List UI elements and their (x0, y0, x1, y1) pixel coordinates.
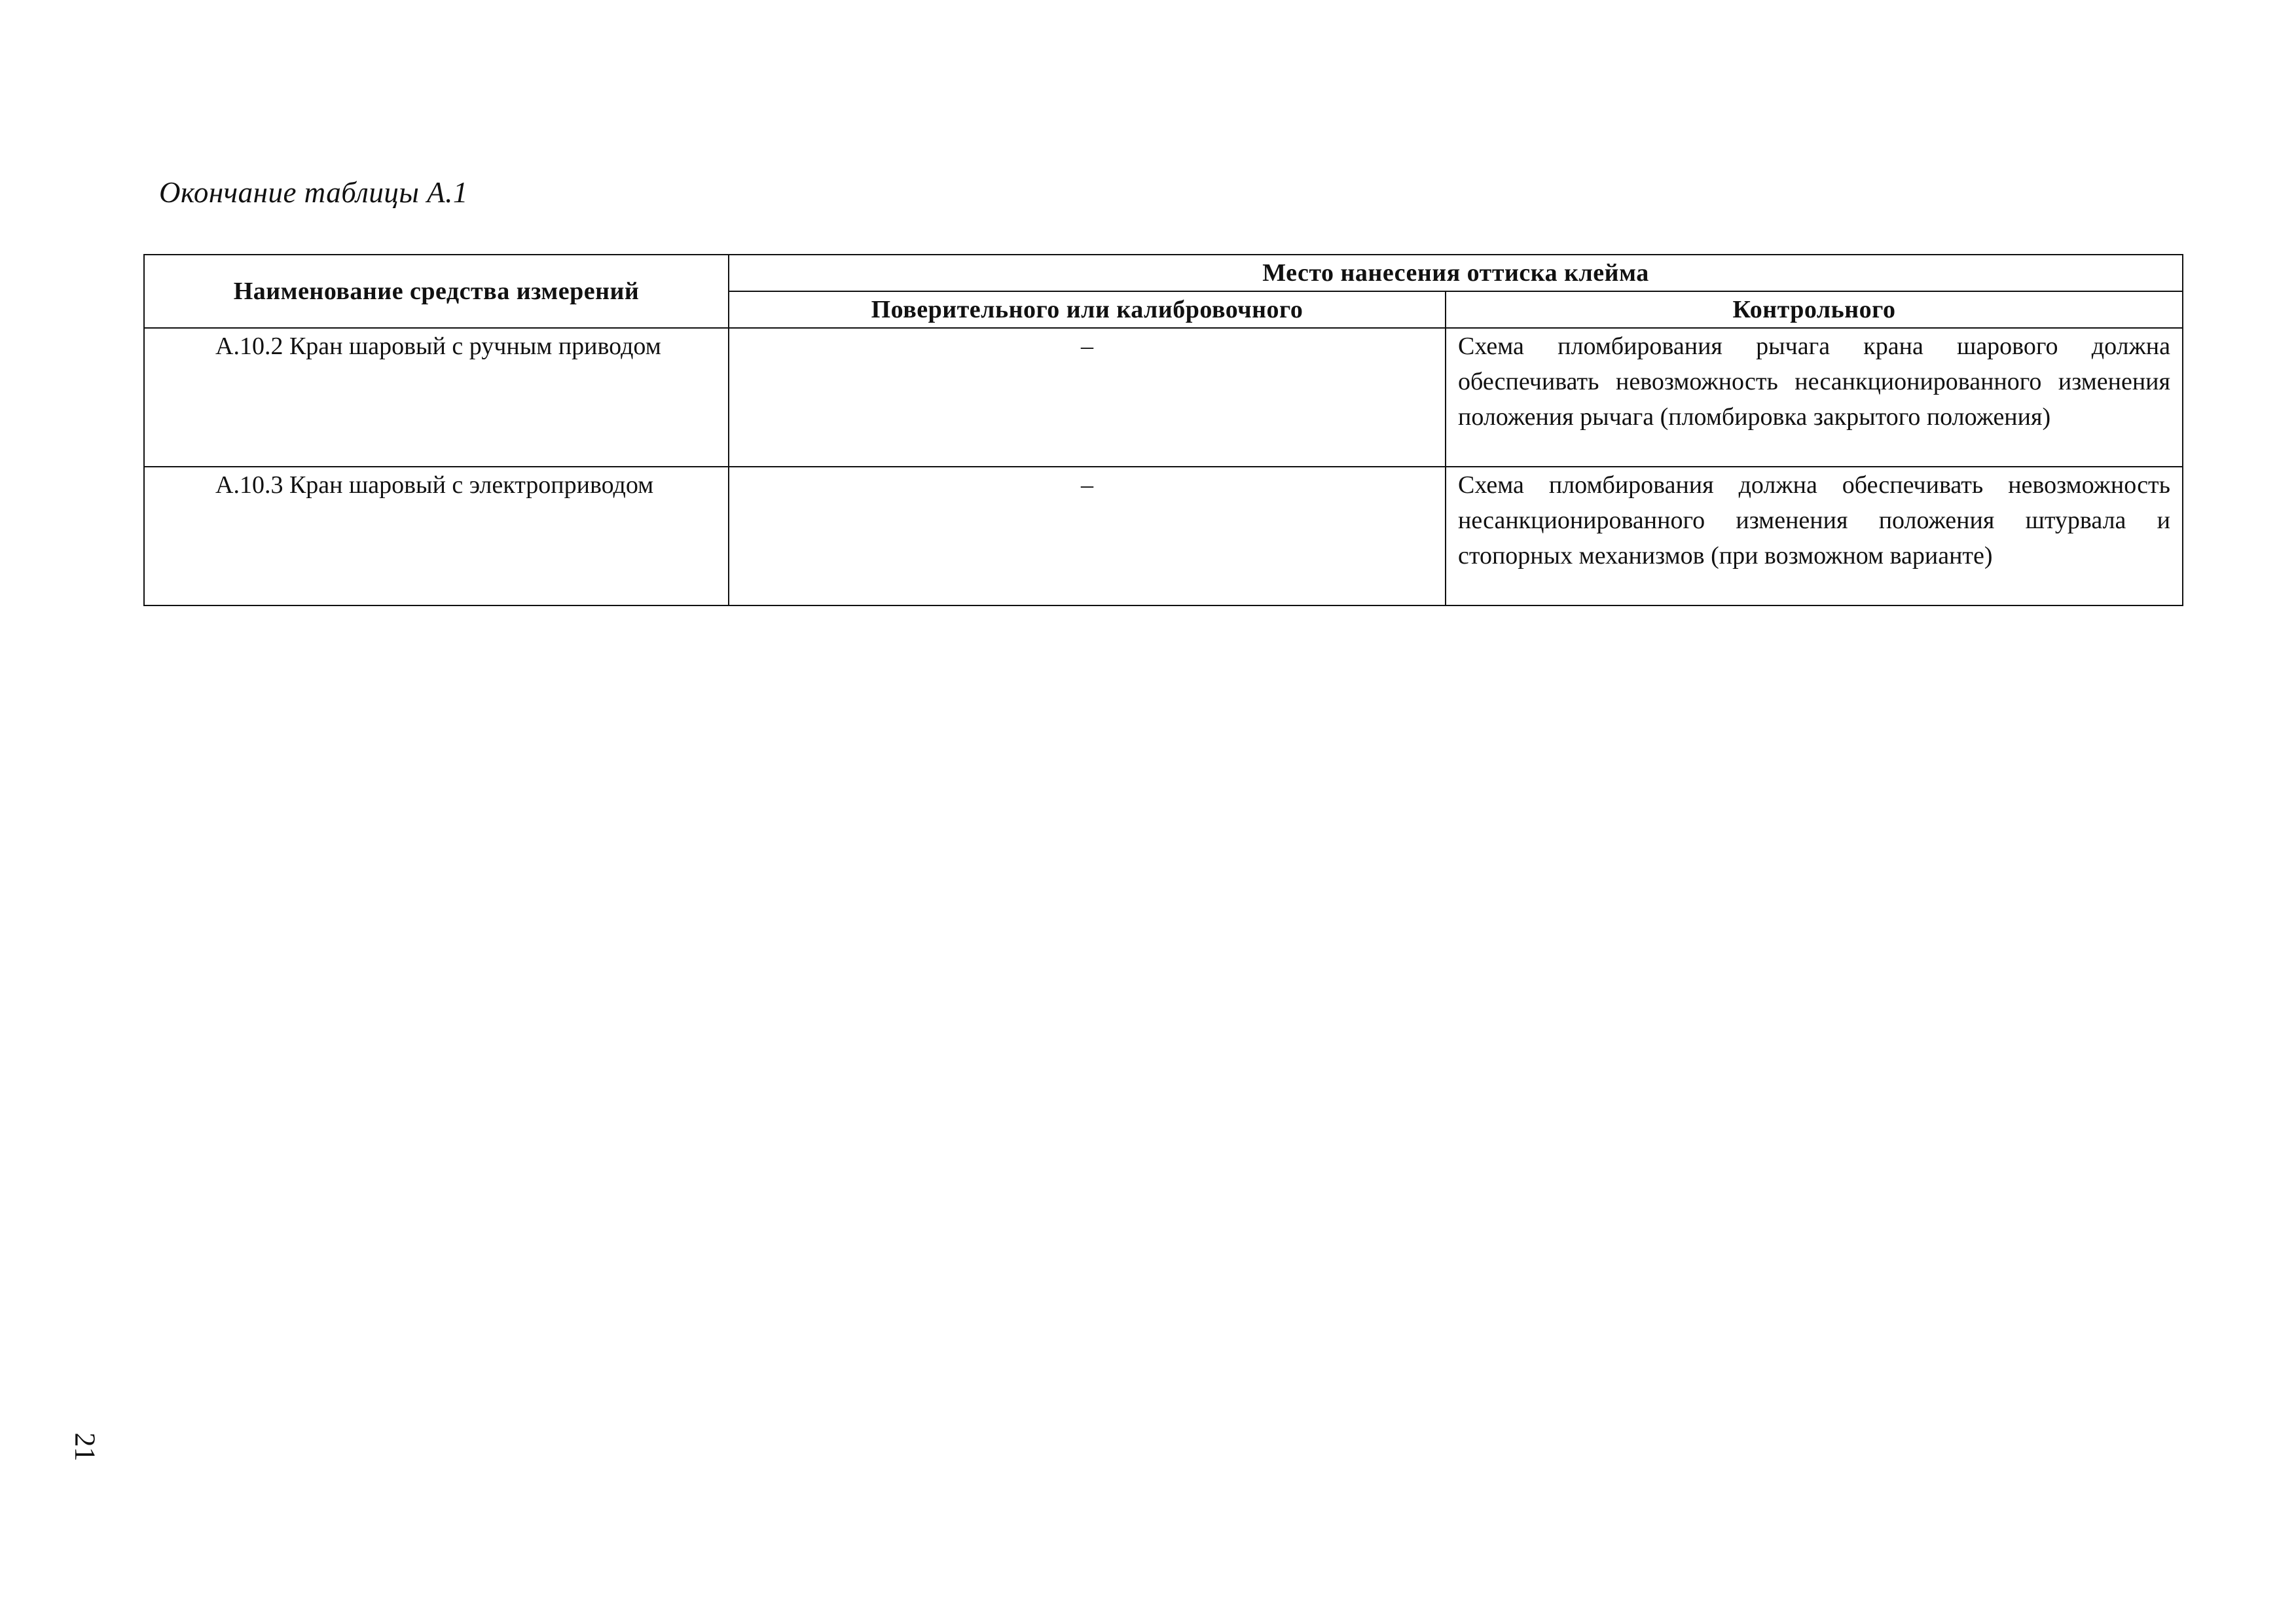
header-instrument-name: Наименование средства измерений (144, 255, 729, 328)
instrument-name-cell: А.10.3 Кран шаровый с электроприводом (144, 467, 729, 605)
page-number: 21 (69, 1432, 101, 1462)
table-row (144, 467, 2183, 605)
control-seal-cell: Схема пломбирования рычага крана шарового должна обеспечивать невозможность несанкционированного изменения положения рычага (пломбировка закрытого положения) (1446, 328, 2183, 467)
control-seal-cell: Схема пломбирования должна обеспечивать невозможность несанкционированного изменения положения штурвала и стопорных механизмов (при возможном варианте) (1446, 467, 2183, 605)
verification-seal-cell: – (729, 328, 1446, 467)
header-seal-location: Место нанесения оттиска клейма (729, 255, 2183, 291)
header-control-seal: Контрольного (1446, 291, 2183, 328)
header-verification-seal: Поверительного или калибровочного (729, 291, 1446, 328)
table-row (144, 328, 2183, 467)
seal-placement-table (143, 254, 2183, 606)
instrument-name-cell: А.10.2 Кран шаровый с ручным приводом (144, 328, 729, 467)
table-caption: Окончание таблицы А.1 (159, 176, 468, 209)
verification-seal-cell: – (729, 467, 1446, 605)
